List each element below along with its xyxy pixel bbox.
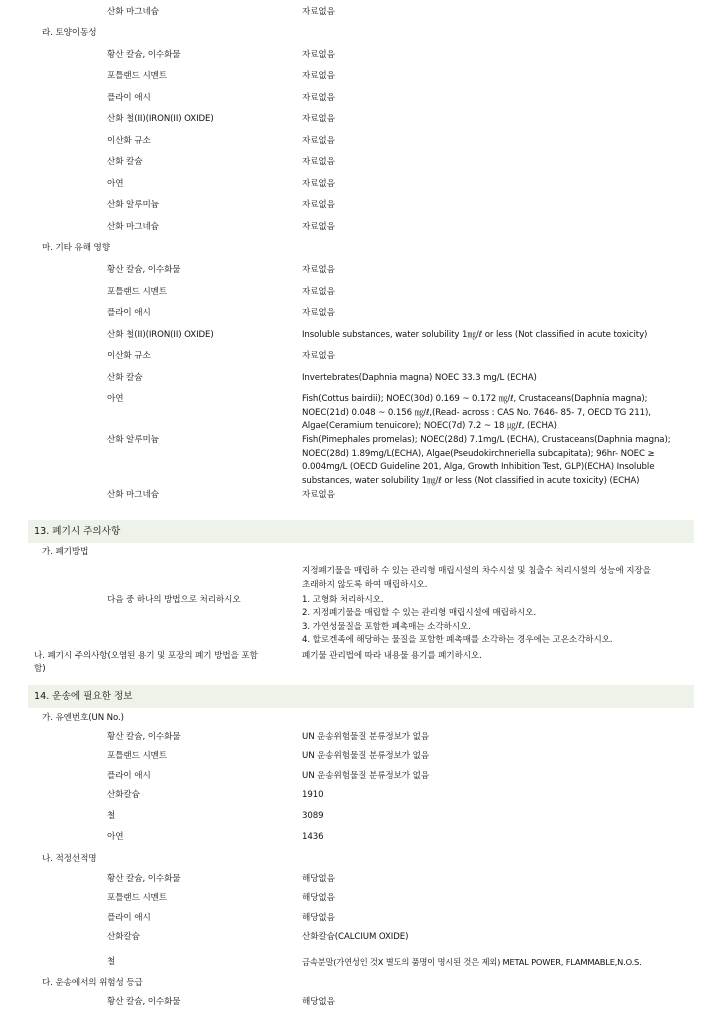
subheading-soil-mobility: 라. 토양이동성: [42, 28, 97, 38]
substance-name: 산화 철(II)(IRON(II) OXIDE): [107, 114, 214, 124]
subheading-un-number: 가. 유엔번호(UN No.): [42, 713, 124, 723]
transport-substance-value: 1910: [302, 790, 324, 800]
transport-substance-value: 금속분말(가연성인 것X 별도의 품명이 명시된 것은 제외) METAL POWER, FLAMMABLE,N.O.S.: [302, 957, 642, 967]
substance-value: 자료없음: [302, 287, 335, 297]
transport-substance-name: 포틀랜드 시멘트: [107, 751, 168, 761]
substance-name-zinc: 아연: [107, 394, 124, 404]
transport-substance-value: UN 운송위험물질 분류정보가 없음: [302, 732, 430, 742]
subheading-shipping-name: 나. 적정선적명: [42, 854, 97, 864]
substance-name-alumina: 산화 알루미늄: [107, 435, 159, 445]
transport-substance-value: UN 운송위험물질 분류정보가 없음: [302, 771, 430, 781]
zinc-value-line: Fish(Cottus bairdii); NOEC(30d) 0.169 ~ 0.172 ㎎/ℓ, Crustaceans(Daphnia magna);: [302, 394, 648, 404]
substance-value: 자료없음: [302, 222, 335, 232]
transport-substance-name: 황산 칼슘, 이수화물: [107, 874, 181, 884]
substance-name: 산화 칼슘: [107, 157, 143, 167]
substance-name: 아연: [107, 179, 124, 189]
substance-name: 산화 마그네슘: [107, 490, 159, 500]
alumina-value-line: substances, water solubility 1㎎/ℓ or less (Not classified in acute toxicity) (ECHA): [302, 476, 640, 486]
alumina-value-line: Fish(Pimephales promelas); NOEC(28d) 7.1mg/L (ECHA), Crustaceans(Daphnia magna);: [302, 435, 671, 445]
transport-substance-value: 해당없음: [302, 874, 335, 884]
disposal-method-line: 지정폐기물을 매립하 수 있는 관리형 매립시설의 차수시설 및 침출수 처리시설의 성능에 지장을: [302, 566, 651, 576]
transport-substance-value: 해당없음: [302, 893, 335, 903]
substance-value: 자료없음: [302, 308, 335, 318]
alumina-value-line: NOEC(28d) 1.89mg/L(ECHA), Algae(Pseudokirchneriella subcapitata); 96hr- NOEC ≥: [302, 449, 655, 459]
disposal-method-line: 3. 가연성물질을 포함한 폐촉매는 소각하시오.: [302, 622, 471, 632]
transport-substance-value: 3089: [302, 811, 324, 821]
transport-substance-name: 철: [107, 811, 116, 821]
substance-value: Invertebrates(Daphnia magna) NOEC 33.3 mg/L (ECHA): [302, 373, 537, 383]
substance-value: 자료없음: [302, 93, 335, 103]
transport-substance-value: 산화칼슘(CALCIUM OXIDE): [302, 932, 409, 942]
transport-substance-name: 철: [107, 957, 116, 967]
substance-name: 황산 칼슘, 이수화물: [107, 50, 181, 60]
disposal-precaution-label: 나. 폐기시 주의사항(오염된 용기 및 포장의 폐기 방법을 포함: [34, 651, 258, 661]
substance-value: 자료없음: [302, 351, 335, 361]
substance-value: Insoluble substances, water solubility 1㎎/ℓ or less (Not classified in acute toxicity): [302, 330, 648, 340]
substance-name: 이산화 규소: [107, 136, 151, 146]
disposal-precaution-value: 폐기물 관리법에 따라 내용물 용기를 폐기하시오.: [302, 651, 482, 661]
substance-name: 이산화 규소: [107, 351, 151, 361]
substance-name: 황산 칼슘, 이수화물: [107, 265, 181, 275]
transport-substance-value: 해당없음: [302, 913, 335, 923]
substance-name: 산화 철(II)(IRON(II) OXIDE): [107, 330, 214, 340]
substance-name: 플라이 애시: [107, 93, 151, 103]
row-top-value: 자료없음: [302, 7, 335, 17]
substance-value: 자료없음: [302, 200, 335, 210]
transport-substance-value: UN 운송위험물질 분류정보가 없음: [302, 751, 430, 761]
substance-name: 포틀랜드 시멘트: [107, 71, 168, 81]
substance-name: 산화 마그네슘: [107, 222, 159, 232]
substance-value: 자료없음: [302, 490, 335, 500]
substance-name: 플라이 애시: [107, 308, 151, 318]
section-14-title: 14. 운송에 필요한 정보: [34, 691, 133, 702]
disposal-precaution-label-cont: 함): [34, 664, 46, 674]
transport-substance-name: 황산 칼슘, 이수화물: [107, 732, 181, 742]
transport-substance-value: 1436: [302, 832, 324, 842]
substance-name: 산화 칼슘: [107, 373, 143, 383]
disposal-method-line: 1. 고형화 처리하시오.: [302, 595, 384, 605]
section-13-header-bar: [28, 520, 694, 543]
substance-value: 자료없음: [302, 50, 335, 60]
row-top-name: 산화 마그네슘: [107, 7, 159, 17]
subheading-disposal-method: 가. 폐기방법: [42, 547, 89, 557]
substance-value: 자료없음: [302, 157, 335, 167]
subheading-hazard-class: 다. 운송에서의 위험성 등급: [42, 978, 143, 988]
transport-substance-value: 해당없음: [302, 997, 335, 1007]
transport-substance-name: 산화칼슘: [107, 932, 140, 942]
substance-value: 자료없음: [302, 265, 335, 275]
transport-substance-name: 플라이 애시: [107, 771, 151, 781]
section-13-title: 13. 폐기시 주의사항: [34, 526, 121, 537]
substance-name: 포틀랜드 시멘트: [107, 287, 168, 297]
substance-value: 자료없음: [302, 179, 335, 189]
transport-substance-name: 플라이 애시: [107, 913, 151, 923]
transport-substance-name: 아연: [107, 832, 124, 842]
subheading-other-effects: 마. 기타 유해 영향: [42, 243, 110, 253]
disposal-method-line: 4. 할로겐족에 해당하는 물질을 포함한 폐촉매를 소각하는 경우에는 고온소각하시오.: [302, 635, 613, 645]
disposal-method-label: 다음 중 하나의 방법으로 처리하시오: [107, 595, 241, 605]
zinc-value-line: NOEC(21d) 0.048 ~ 0.156 ㎎/ℓ,(Read- across : CAS No. 7646- 85- 7, OECD TG 211),: [302, 408, 651, 418]
substance-value: 자료없음: [302, 114, 335, 124]
alumina-value-line: 0.004mg/L (OECD Guideline 201, Alga, Growth Inhibition Test, GLP)(ECHA) Insoluble: [302, 462, 655, 472]
transport-substance-name: 포틀랜드 시멘트: [107, 893, 168, 903]
disposal-method-line: 2. 지정폐기물을 매립할 수 있는 관리형 매립시설에 매립하시오.: [302, 608, 537, 618]
zinc-value-line: Algae(Ceramium tenuicore); NOEC(7d) 7.2 ~ 18 ㎍/ℓ, (ECHA): [302, 421, 557, 431]
transport-substance-name: 황산 칼슘, 이수화물: [107, 997, 181, 1007]
substance-name: 산화 알루미늄: [107, 200, 159, 210]
substance-value: 자료없음: [302, 136, 335, 146]
disposal-method-line: 초래하지 않도록 하여 매립하시오.: [302, 580, 428, 590]
substance-value: 자료없음: [302, 71, 335, 81]
transport-substance-name: 산화칼슘: [107, 790, 140, 800]
